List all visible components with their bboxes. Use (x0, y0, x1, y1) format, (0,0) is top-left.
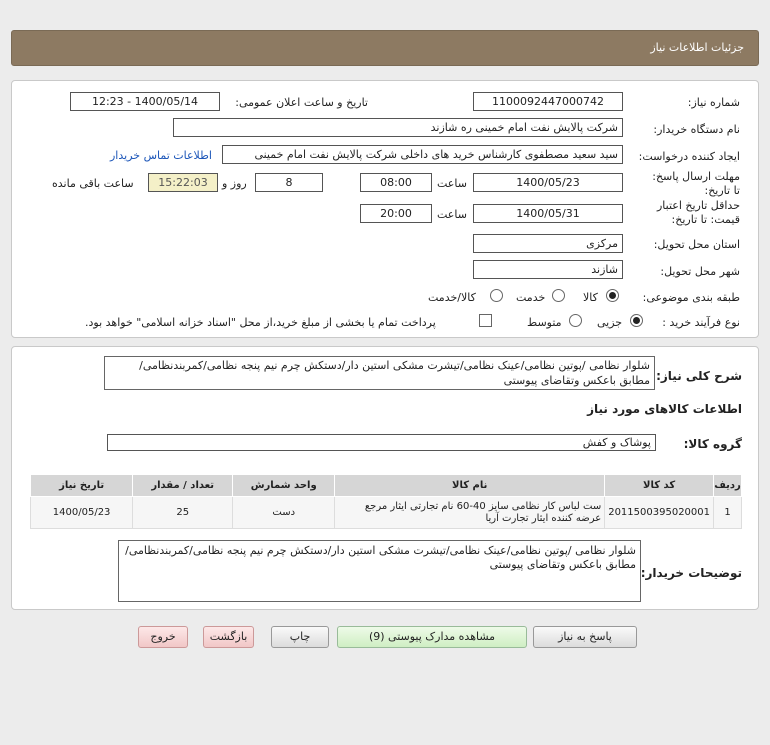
need-number-label: شماره نیاز: (687, 96, 740, 109)
deadline-time-field: 08:00 (360, 173, 432, 192)
exit-button[interactable]: خروج (138, 626, 188, 648)
process-option-medium: متوسط (527, 316, 562, 329)
back-button[interactable]: بازگشت (203, 626, 254, 648)
remaining-time-field: 15:22:03 (148, 173, 218, 192)
process-option-minor: جزیی (597, 316, 623, 329)
category-option-service: خدمت (516, 291, 546, 304)
announce-label: تاریخ و ساعت اعلان عمومی: (235, 96, 368, 109)
deadline-date-field: 1400/05/23 (473, 173, 623, 192)
province-label: استان محل تحویل: (653, 238, 740, 251)
col-code: کد کالا (605, 475, 714, 497)
validity-time-field: 20:00 (360, 204, 432, 223)
col-qty: تعداد / مقدار (133, 475, 233, 497)
validity-label: حداقل تاریخ اعتبار قیمت: تا تاریخ: (656, 199, 740, 226)
deadline-time-label: ساعت (437, 177, 467, 190)
goods-table (30, 474, 742, 529)
cell-name: ست لباس کار نظامی سایز 40-60 نام تجارتی ایثار مرجع عرضه کننده ایثار تجارت آریا (335, 497, 605, 529)
summary-text: شلوار نظامی /پوتین نظامی/عینک نظامی/تیشرت مشکی استین دار/دستکش چرم نیم پنجه نظامی/کمربندنظامی/مطابق باعکس وتقاضای پیوستی (104, 356, 655, 390)
treasury-checkbox[interactable] (479, 314, 492, 327)
deadline-label: مهلت ارسال پاسخ: تا تاریخ: (652, 170, 740, 197)
buyer-field: شرکت پالایش نفت امام خمینی ره شازند (173, 118, 623, 137)
creator-field: سید سعید مصطفوی کارشناس خرید های داخلی شرکت پالایش نفت امام خمینی (222, 145, 623, 164)
category-radio-service[interactable] (552, 289, 565, 302)
category-label: طبقه بندی موضوعی: (642, 291, 740, 304)
table-row (31, 497, 742, 529)
col-unit: واحد شمارش (233, 475, 335, 497)
province-field: مرکزی (473, 234, 623, 253)
process-label: نوع فرآیند خرید : (662, 316, 740, 329)
reply-button[interactable]: پاسخ به نیاز (533, 626, 637, 648)
city-label: شهر محل تحویل: (660, 265, 740, 278)
attachments-button[interactable]: مشاهده مدارک پیوستی (9) (337, 626, 527, 648)
category-option-goods: کالا (583, 291, 598, 304)
treasury-text: پرداخت تمام یا بخشی از مبلغ خرید،از محل "اسناد خزانه اسلامی" خواهد بود. (85, 316, 436, 329)
category-radio-goods-service[interactable] (490, 289, 503, 302)
process-radio-medium[interactable] (569, 314, 582, 327)
category-option-goods-service: کالا/خدمت (428, 291, 476, 304)
page-header (11, 30, 759, 66)
cell-index: 1 (714, 497, 742, 529)
cell-code: 2011500395020001 (605, 497, 714, 529)
cell-date: 1400/05/23 (31, 497, 133, 529)
days-label: روز و (222, 177, 247, 190)
days-field: 8 (255, 173, 323, 192)
city-field: شازند (473, 260, 623, 279)
page-title: جزئیات اطلاعات نیاز (650, 41, 744, 54)
validity-date-field: 1400/05/31 (473, 204, 623, 223)
buyer-notes-text: شلوار نظامی /پوتین نظامی/عینک نظامی/تیشرت مشکی استین دار/دستکش چرم نیم پنجه نظامی/کمربندنظامی/مطابق باعکس وتقاضای پیوستی (118, 540, 641, 602)
summary-label: شرح کلی نیاز: (656, 369, 742, 383)
buyer-label: نام دستگاه خریدار: (653, 123, 740, 136)
contact-buyer-link[interactable]: اطلاعات تماس خریدار (110, 149, 212, 162)
cell-unit: دست (233, 497, 335, 529)
category-radio-goods[interactable] (606, 289, 619, 302)
creator-label: ایجاد کننده درخواست: (638, 150, 740, 163)
remaining-label: ساعت باقی مانده (52, 177, 134, 190)
goods-info-title: اطلاعات کالاهای مورد نیاز (587, 402, 742, 416)
col-name: نام کالا (335, 475, 605, 497)
validity-time-label: ساعت (437, 208, 467, 221)
cell-qty: 25 (133, 497, 233, 529)
goods-group-field: پوشاک و کفش (107, 434, 656, 451)
process-radio-minor[interactable] (630, 314, 643, 327)
print-button[interactable]: چاپ (271, 626, 329, 648)
need-number-field: 1100092447000742 (473, 92, 623, 111)
col-date: تاریخ نیاز (31, 475, 133, 497)
col-index: ردیف (714, 475, 742, 497)
goods-group-label: گروه کالا: (683, 437, 742, 451)
buyer-notes-label: توضیحات خریدار: (640, 566, 742, 580)
announce-field: 1400/05/14 - 12:23 (70, 92, 220, 111)
